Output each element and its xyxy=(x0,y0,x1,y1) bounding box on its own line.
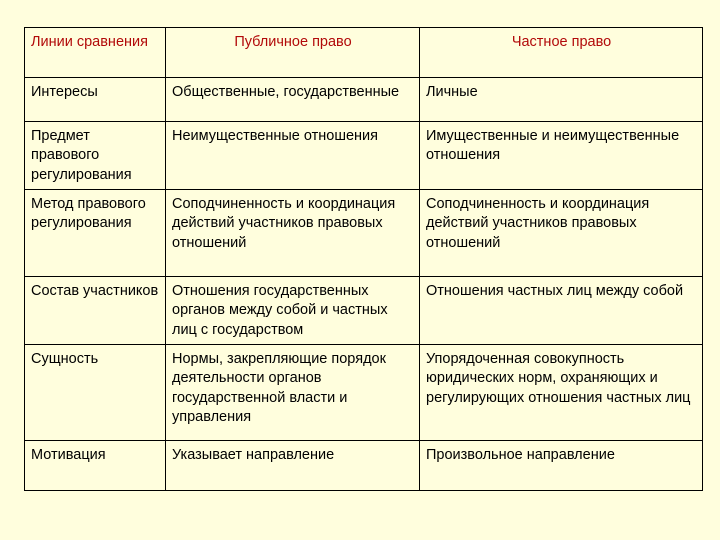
table-row xyxy=(25,441,703,491)
row-label: Состав участников xyxy=(25,277,166,345)
table-row xyxy=(25,345,703,441)
table-row xyxy=(25,277,703,345)
table-row xyxy=(25,122,703,190)
row-label: Сущность xyxy=(25,345,166,441)
public-law-cell: Соподчиненность и координация действий участников правовых отношений xyxy=(166,190,420,277)
private-law-cell: Соподчиненность и координация действий участников правовых отношений xyxy=(420,190,703,277)
private-law-cell: Отношения частных лиц между собой xyxy=(420,277,703,345)
public-law-cell: Общественные, государственные xyxy=(166,78,420,122)
comparison-table xyxy=(24,27,703,491)
header-comparison-lines: Линии сравнения xyxy=(25,28,166,78)
row-label: Предмет правового регулирования xyxy=(25,122,166,190)
row-label: Мотивация xyxy=(25,441,166,491)
table-row xyxy=(25,190,703,277)
public-law-cell: Указывает направление xyxy=(166,441,420,491)
table-row xyxy=(25,78,703,122)
private-law-cell: Упорядоченная совокупность юридических норм, охраняющих и регулирующих отношения частных лиц xyxy=(420,345,703,441)
private-law-cell: Имущественные и неимущественные отношения xyxy=(420,122,703,190)
header-row xyxy=(25,28,703,78)
public-law-cell: Отношения государственных органов между собой и частных лиц с государством xyxy=(166,277,420,345)
private-law-cell: Личные xyxy=(420,78,703,122)
private-law-cell: Произвольное направление xyxy=(420,441,703,491)
public-law-cell: Нормы, закрепляющие порядок деятельности органов государственной власти и управления xyxy=(166,345,420,441)
header-private-law: Частное право xyxy=(420,28,703,78)
row-label: Метод правового регулирования xyxy=(25,190,166,277)
public-law-cell: Неимущественные отношения xyxy=(166,122,420,190)
row-label: Интересы xyxy=(25,78,166,122)
header-public-law: Публичное право xyxy=(166,28,420,78)
